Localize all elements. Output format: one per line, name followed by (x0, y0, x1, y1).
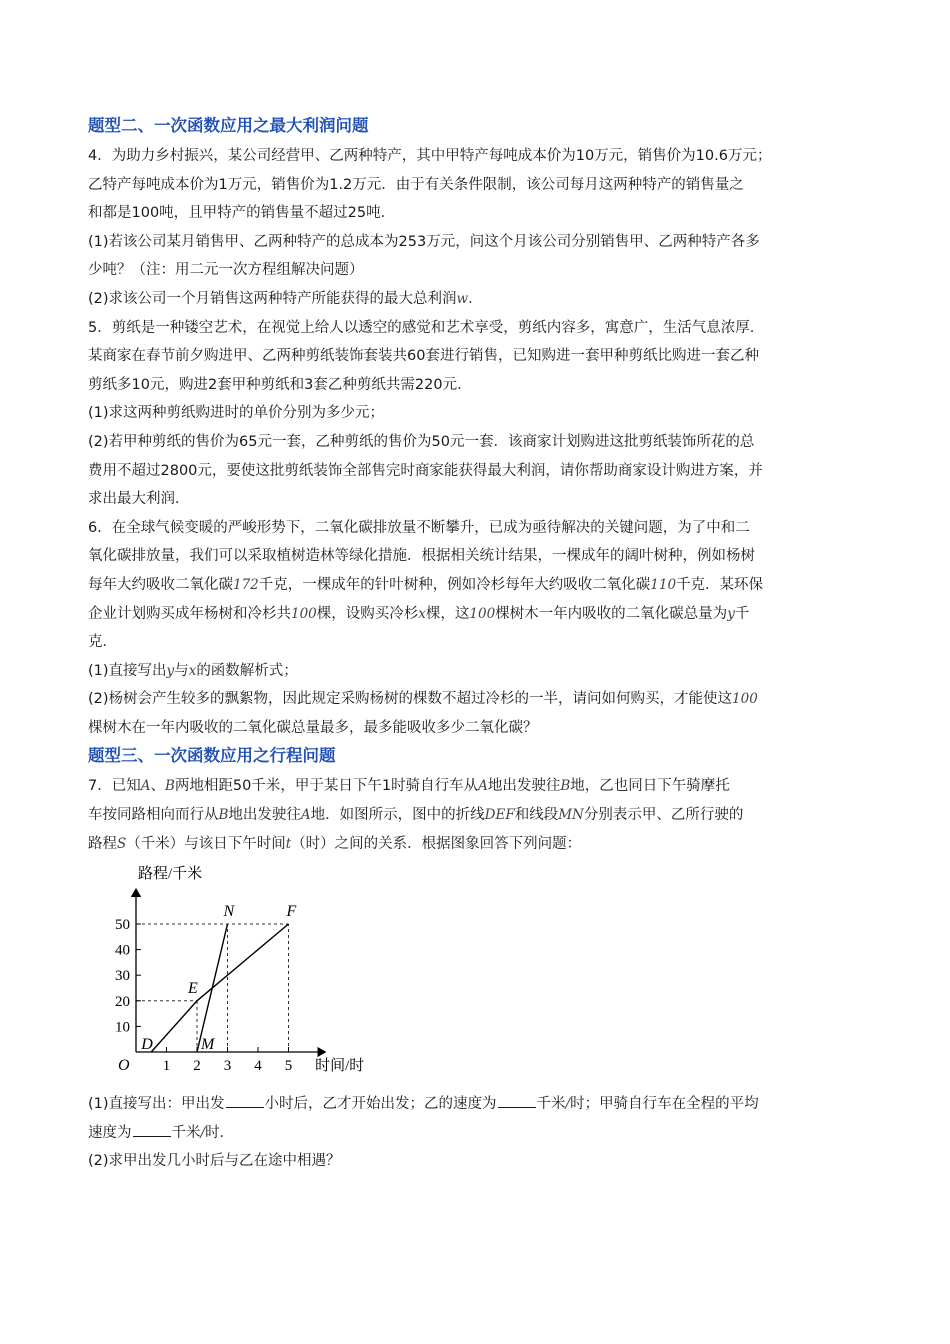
q4-line-2: 乙特产每吨成本价为1万元，销售价为1.2万元．由于有关条件限制，该公司每月这两种特产的销售量之 (88, 176, 744, 193)
q5-line-1: 5．剪纸是一种镂空艺术，在视觉上给人以透空的感觉和艺术享受，剪纸内容多，寓意广，生活气息浓厚． (88, 319, 765, 336)
point-label: F (286, 903, 297, 921)
series-line-jia (151, 924, 288, 1052)
math-slash: / (565, 1096, 571, 1113)
math-DEF: DEF (484, 807, 515, 824)
q7-part-2: (2)求甲出发几小时后与乙在途中相遇？ (88, 1153, 341, 1170)
math-A: A (140, 778, 151, 795)
q7-part-1-a: (1)直接写出：甲出发 (88, 1096, 225, 1113)
q4-part-1-line-2: 少吨？（注：用二元一次方程组解决问题） (88, 262, 364, 279)
question-6 (88, 514, 868, 743)
math-t: t (285, 835, 292, 852)
q6-line-4 (88, 600, 868, 629)
answer-blank-2[interactable] (498, 1091, 536, 1108)
q5-line-2: 某商家在春节前夕购进甲、乙两种剪纸装饰套装共60套进行销售，已知购进一套甲种剪纸比购进一套乙种 (88, 348, 759, 365)
math-slash: / (200, 1124, 206, 1141)
q6-part-2-line-2: 棵树木在一年内吸收的二氧化碳总量最多，最多能吸收多少二氧化碳？ (88, 719, 538, 736)
q6-line-4-a: 企业计划购买成年杨树和冷杉共 (88, 605, 291, 622)
y-tick-label: 40 (115, 942, 130, 959)
q6-line-2: 氧化碳排放量，我们可以采取植树造林等绿化措施．根据相关统计结果，一棵成年的阔叶树种，例如杨树 (88, 548, 755, 565)
q7-line-2-e: 分别表示甲、乙所行驶的 (583, 807, 744, 824)
q6-part-2-line-1 (88, 685, 868, 714)
q7-line-2-a: 车按同路相向而行从 (88, 807, 219, 824)
q6-line-4-d: 棵树木一年内吸收的二氧化碳总量为 (495, 605, 728, 622)
q7-line-2-d: 和线段 (514, 807, 559, 824)
math-x: x (418, 605, 426, 622)
document-page (88, 112, 868, 1176)
q7-part-1-g: 时． (205, 1124, 235, 1141)
point-label: D (141, 1036, 153, 1054)
math-100: 100 (469, 605, 496, 622)
q4-line-3: 和都是100吨，且甲特产的销售量不超过25吨． (88, 205, 396, 222)
q7-line-1-a: 7．已知 (88, 778, 141, 795)
math-MN: MN (558, 807, 584, 824)
y-axis-label: 路程/千米 (138, 866, 203, 883)
q7-line-2-b: 地出发驶往 (228, 807, 301, 824)
q6-part-1-a: (1)直接写出 (88, 662, 167, 679)
math-A: A (478, 778, 488, 795)
question-4 (88, 142, 868, 314)
q7-line-1-c: 两地相距50千米，甲于某日下午1时骑自行车从 (174, 778, 479, 795)
point-label: M (201, 1036, 215, 1054)
q7-part-1-b: 小时后，乙才开始出发；乙的速度为 (264, 1096, 497, 1113)
x-tick-label: 2 (193, 1058, 201, 1075)
q6-part-1 (88, 657, 868, 686)
series-line-yi (197, 924, 228, 1052)
q7-part-1-f: 千米 (171, 1124, 201, 1141)
q6-line-4-c: 棵，这 (425, 605, 470, 622)
math-B: B (218, 807, 229, 824)
question-7 (88, 772, 868, 1176)
math-B: B (164, 778, 175, 795)
math-w: w (456, 290, 469, 307)
q7-line-1-b: 、 (150, 778, 165, 795)
q7-line-3-b: （千米）与该日下午时间 (126, 835, 286, 852)
point-label: N (223, 903, 235, 921)
q4-part-2 (88, 285, 868, 314)
q7-line-3 (88, 830, 868, 859)
q5-part-1: (1)求这两种剪纸购进时的单价分别为多少元； (88, 405, 385, 422)
q7-line-2-c: 地．如图所示，图中的折线 (310, 807, 485, 824)
q4-part-2-text: (2)求该公司一个月销售这两种特产所能获得的最大总利润 (88, 290, 457, 307)
q7-part-1-e: 速度为 (88, 1124, 132, 1141)
q7-line-3-c: （时）之间的关系．根据图象回答下列问题： (291, 835, 582, 852)
q7-part-1-line-1 (88, 1090, 868, 1119)
math-A: A (300, 807, 311, 824)
math-100: 100 (732, 691, 758, 708)
q6-line-4-e: 千 (734, 605, 750, 622)
point-label: E (188, 980, 198, 998)
x-tick-label: 4 (254, 1058, 262, 1075)
math-S: S (117, 835, 127, 852)
x-tick-label: 3 (223, 1058, 232, 1075)
q7-line-1-e: 地，乙也同日下午骑摩托 (570, 778, 730, 795)
q5-part-2-line-3: 求出最大利润． (88, 491, 190, 508)
q6-part-2-a: (2)杨树会产生较多的飘絮物，因此规定采购杨树的棵数不超过冷杉的一半，请问如何购买，才能使这 (88, 691, 733, 708)
math-y: y (166, 662, 175, 679)
y-tick-label: 50 (115, 917, 130, 934)
math-172: 172 (233, 576, 259, 593)
q4-part-1-line-1: (1)若该公司某月销售甲、乙两种特产的总成本为253万元，问这个月该公司分别销售甲、乙两种特产各多 (88, 233, 760, 250)
math-110: 110 (650, 576, 677, 593)
q4-line-1: 4．为助力乡村振兴，某公司经营甲、乙两种特产，其中甲特产每吨成本价为10万元，销售价为10.6万元； (88, 148, 772, 164)
y-tick-label: 30 (115, 968, 130, 985)
math-B: B (560, 778, 571, 795)
q7-line-3-a: 路程 (88, 835, 117, 852)
q6-line-3-b: 千克，一棵成年的针叶树种，例如冷杉每年大约吸收二氧化碳 (258, 576, 651, 593)
q6-line-1: 6．在全球气候变暖的严峻形势下，二氧化碳排放量不断攀升，已成为亟待解决的关键问题，为了中和二 (88, 519, 750, 536)
x-tick-label: 1 (162, 1058, 171, 1075)
q7-part-1-d: 时；甲骑自行车在全程的平均 (570, 1096, 759, 1113)
q6-part-1-c: 的函数解析式； (196, 662, 298, 679)
question-5 (88, 314, 868, 514)
q7-part-1-line-2 (88, 1119, 868, 1148)
answer-blank-1[interactable] (226, 1091, 264, 1108)
q5-line-3: 剪纸多10元，购进2套甲种剪纸和3套乙种剪纸共需220元． (88, 376, 472, 393)
math-x: x (188, 662, 197, 679)
q7-line-1-d: 地出发驶往 (487, 778, 561, 795)
section-heading-travel: 题型三、一次函数应用之行程问题 (88, 746, 336, 766)
q6-part-1-b: 与 (174, 662, 189, 679)
q7-part-1-c: 千米 (536, 1096, 566, 1113)
q7-line-1 (88, 772, 868, 801)
distance-time-graph (88, 860, 868, 1086)
q6-line-3-a: 每年大约吸收二氧化碳 (88, 576, 233, 593)
q6-line-5: 克． (88, 634, 117, 651)
math-100: 100 (291, 605, 317, 622)
q6-line-3-c: 千克．某环保 (676, 576, 764, 593)
q7-line-2 (88, 801, 868, 830)
q5-part-2-line-2: 费用不超过2800元，要使这批剪纸装饰全部售完时商家能获得最大利润，请你帮助商家设计购进方案，并 (88, 462, 763, 479)
math-y: y (727, 605, 735, 622)
y-tick-label: 20 (115, 994, 130, 1011)
answer-blank-3[interactable] (133, 1120, 171, 1137)
x-tick-label: 5 (284, 1058, 293, 1075)
q5-part-2-line-1: (2)若甲种剪纸的售价为65元一套，乙种剪纸的售价为50元一套．该商家计划购进这批剪纸装饰所花的总 (88, 433, 755, 450)
section-heading-profit: 题型二、一次函数应用之最大利润问题 (88, 116, 369, 135)
x-axis-label: 时间/时 (315, 1058, 365, 1075)
graph-svg (88, 860, 388, 1082)
q4-part-2-end: ． (468, 290, 483, 307)
y-tick-label: 10 (115, 1019, 130, 1036)
q6-line-3 (88, 571, 868, 600)
q6-line-4-b: 棵，设购买冷杉 (316, 605, 419, 622)
origin-label: O (118, 1057, 130, 1075)
